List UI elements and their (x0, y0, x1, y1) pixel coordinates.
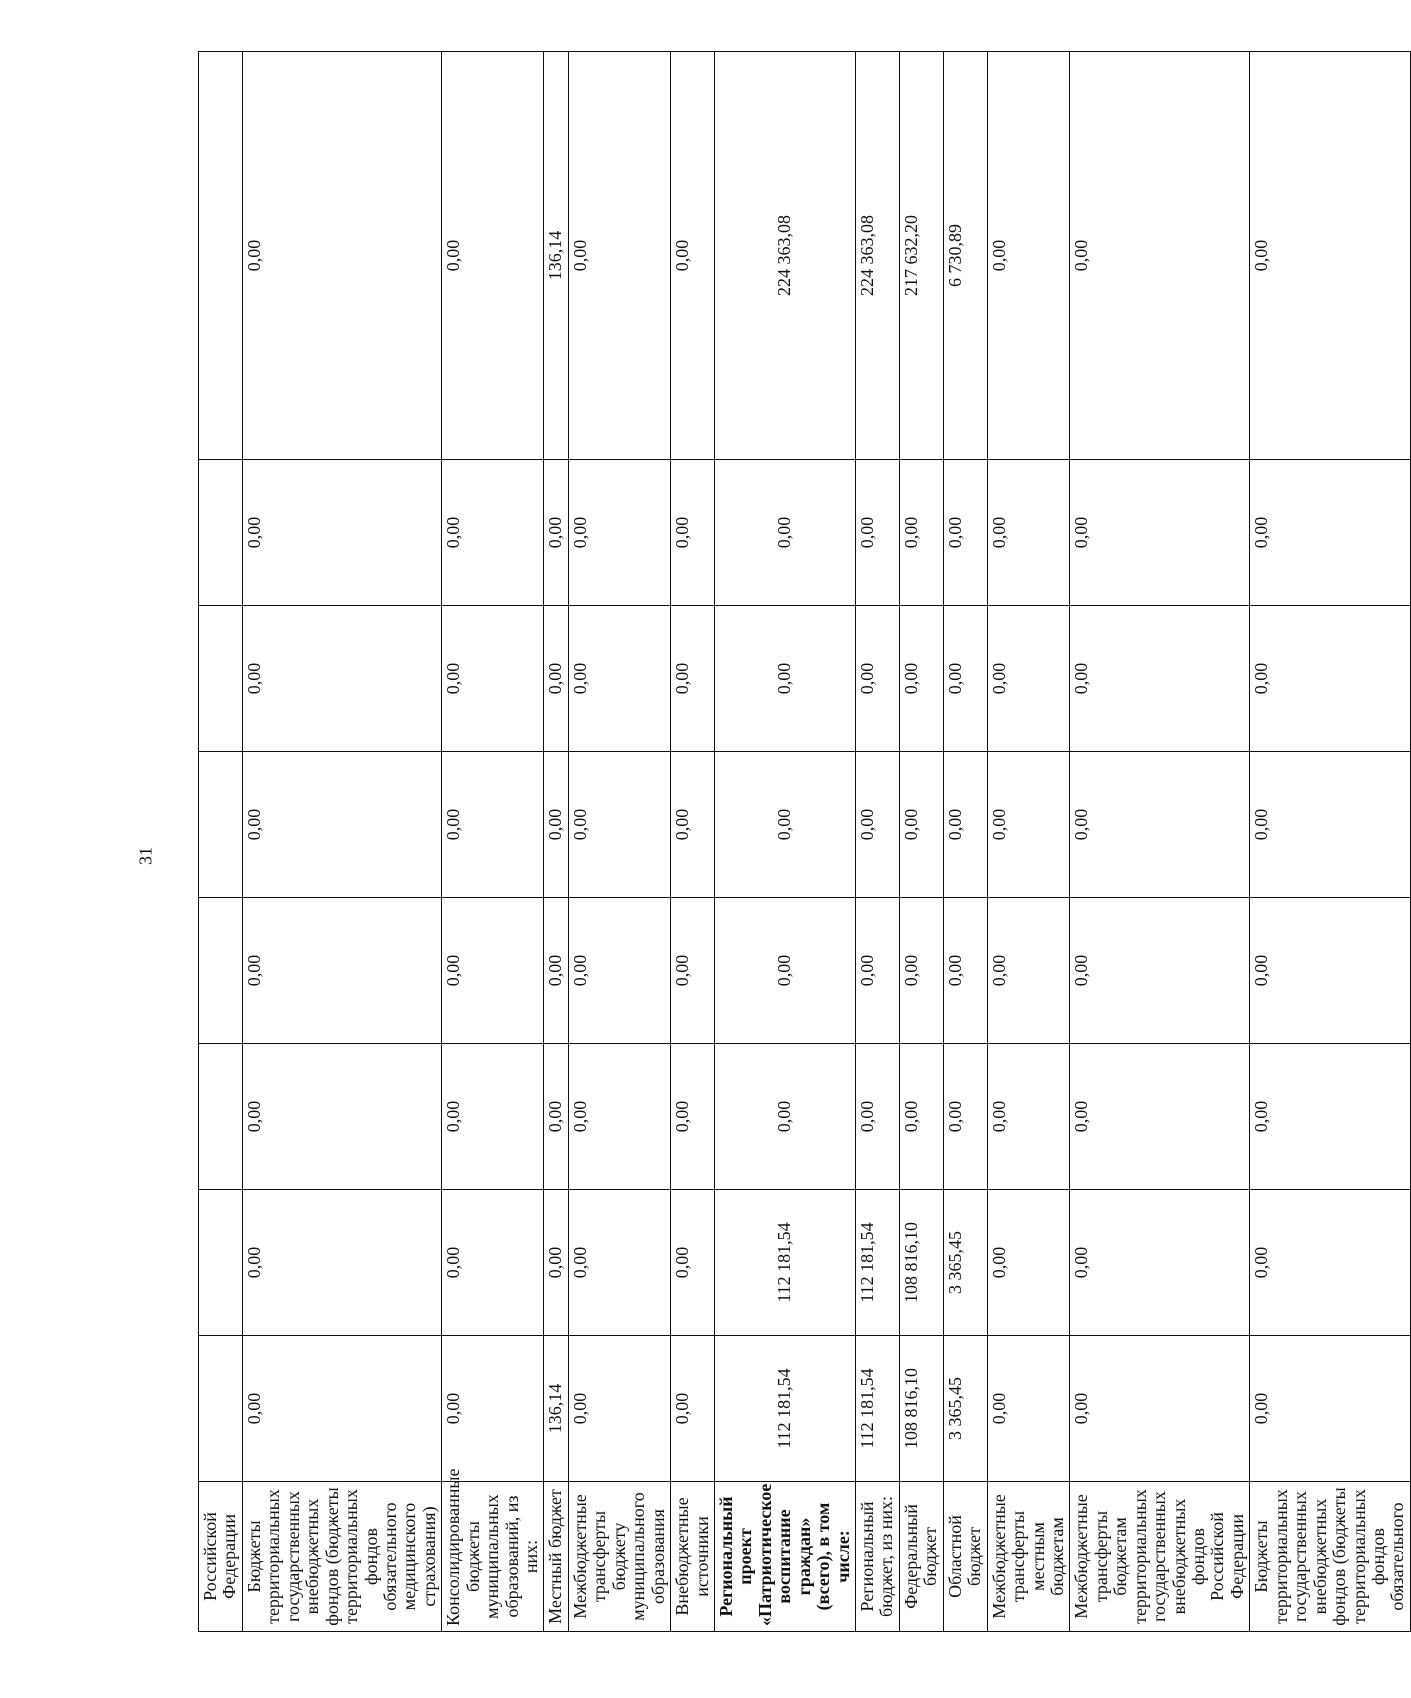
total-cell: 0,00 (568, 52, 670, 460)
value-cell: 112 181,54 (856, 1190, 900, 1336)
table-row (1250, 52, 1411, 1632)
value-cell: 112 181,54 (714, 1190, 855, 1336)
value-cell: 0,00 (714, 898, 855, 1044)
value-cell: 0,00 (242, 898, 441, 1044)
total-cell: 0,00 (987, 52, 1070, 460)
value-cell: 0,00 (544, 460, 568, 606)
value-cell (199, 898, 243, 1044)
row-label: Консолидированные бюджеты муниципальных образований, из них: (442, 1482, 544, 1632)
value-cell: 0,00 (987, 1336, 1070, 1482)
table-row (714, 52, 855, 1632)
value-cell: 0,00 (442, 1044, 544, 1190)
value-cell: 0,00 (1070, 460, 1250, 606)
value-cell: 0,00 (242, 1190, 441, 1336)
value-cell: 0,00 (544, 898, 568, 1044)
value-cell: 112 181,54 (856, 1336, 900, 1482)
value-cell: 0,00 (442, 460, 544, 606)
value-cell: 0,00 (544, 606, 568, 752)
row-label: Межбюджетные трансферты бюджету муниципального образования (568, 1482, 670, 1632)
value-cell: 0,00 (714, 1044, 855, 1190)
value-cell: 0,00 (987, 752, 1070, 898)
table-row (442, 52, 544, 1632)
value-cell: 0,00 (671, 460, 715, 606)
table-row (568, 52, 670, 1632)
value-cell: 0,00 (568, 460, 670, 606)
table-row (671, 52, 715, 1632)
value-cell: 3 365,45 (943, 1336, 987, 1482)
value-cell: 0,00 (671, 898, 715, 1044)
table-row (199, 52, 243, 1632)
table-row (987, 52, 1070, 1632)
row-label: Региональный бюджет, из них: (856, 1482, 900, 1632)
total-cell: 136,14 (544, 52, 568, 460)
value-cell (199, 606, 243, 752)
value-cell: 0,00 (899, 898, 943, 1044)
total-cell: 224 363,08 (856, 52, 900, 460)
row-label: Бюджеты территориальных государственных внебюджетных фондов (бюджеты территориальных фондов обязательного (1250, 1482, 1411, 1632)
value-cell: 0,00 (242, 1336, 441, 1482)
value-cell: 0,00 (943, 1044, 987, 1190)
total-cell: 0,00 (442, 52, 544, 460)
value-cell: 0,00 (1070, 606, 1250, 752)
value-cell: 0,00 (1250, 1044, 1411, 1190)
total-cell: 6 730,89 (943, 52, 987, 460)
value-cell: 0,00 (242, 1044, 441, 1190)
value-cell: 0,00 (442, 1336, 544, 1482)
value-cell: 0,00 (1070, 1044, 1250, 1190)
value-cell: 108 816,10 (899, 1190, 943, 1336)
value-cell: 0,00 (943, 606, 987, 752)
value-cell: 0,00 (987, 460, 1070, 606)
value-cell: 0,00 (671, 1190, 715, 1336)
total-cell: 0,00 (242, 52, 441, 460)
value-cell: 0,00 (987, 1044, 1070, 1190)
value-cell (199, 752, 243, 898)
value-cell: 0,00 (671, 752, 715, 898)
total-cell: 0,00 (671, 52, 715, 460)
budget-table (198, 51, 1411, 1632)
rotated-table-container (198, 52, 1408, 1632)
value-cell: 0,00 (544, 1190, 568, 1336)
row-label: Региональный проект «Патриотическое воспитание граждан» (всего), в том числе: (714, 1482, 855, 1632)
value-cell: 0,00 (1250, 898, 1411, 1044)
value-cell: 0,00 (1070, 752, 1250, 898)
row-label: Российской Федерации (199, 1482, 243, 1632)
budget-table-body (199, 52, 1411, 1632)
value-cell: 136,14 (544, 1336, 568, 1482)
value-cell: 0,00 (568, 752, 670, 898)
value-cell: 0,00 (242, 460, 441, 606)
value-cell: 112 181,54 (714, 1336, 855, 1482)
value-cell: 0,00 (442, 752, 544, 898)
value-cell: 0,00 (1070, 1190, 1250, 1336)
total-cell: 0,00 (1070, 52, 1250, 460)
table-row (856, 52, 900, 1632)
value-cell: 0,00 (856, 752, 900, 898)
value-cell: 0,00 (987, 606, 1070, 752)
table-row (899, 52, 943, 1632)
value-cell: 0,00 (714, 752, 855, 898)
value-cell: 0,00 (242, 752, 441, 898)
value-cell: 0,00 (943, 898, 987, 1044)
value-cell (199, 1336, 243, 1482)
value-cell: 0,00 (568, 1044, 670, 1190)
value-cell: 0,00 (943, 752, 987, 898)
value-cell: 0,00 (442, 606, 544, 752)
total-cell: 217 632,20 (899, 52, 943, 460)
value-cell: 0,00 (671, 1336, 715, 1482)
table-row (242, 52, 441, 1632)
row-label: Межбюджетные трансферты бюджетам территориальных государственных внебюджетных фондов Российской Федерации (1070, 1482, 1250, 1632)
value-cell: 0,00 (568, 606, 670, 752)
value-cell: 0,00 (671, 1044, 715, 1190)
value-cell: 0,00 (1250, 1336, 1411, 1482)
value-cell: 0,00 (1250, 752, 1411, 898)
total-cell: 224 363,08 (714, 52, 855, 460)
value-cell: 0,00 (856, 1044, 900, 1190)
value-cell: 0,00 (899, 1044, 943, 1190)
row-label: Бюджеты территориальных государственных внебюджетных фондов (бюджеты территориальных фондов обязательного медицинского страхования) (242, 1482, 441, 1632)
table-row (544, 52, 568, 1632)
table-row (943, 52, 987, 1632)
value-cell: 0,00 (856, 898, 900, 1044)
value-cell: 0,00 (442, 1190, 544, 1336)
total-cell (199, 52, 243, 460)
value-cell: 0,00 (544, 752, 568, 898)
value-cell: 0,00 (1070, 1336, 1250, 1482)
value-cell: 0,00 (442, 898, 544, 1044)
value-cell: 0,00 (899, 752, 943, 898)
row-label: Местный бюджет (544, 1482, 568, 1632)
value-cell: 0,00 (899, 606, 943, 752)
value-cell: 0,00 (943, 460, 987, 606)
row-label: Федеральный бюджет (899, 1482, 943, 1632)
value-cell: 0,00 (568, 898, 670, 1044)
total-cell: 0,00 (1250, 52, 1411, 460)
value-cell: 3 365,45 (943, 1190, 987, 1336)
value-cell: 0,00 (1250, 460, 1411, 606)
value-cell: 0,00 (714, 606, 855, 752)
value-cell: 0,00 (987, 1190, 1070, 1336)
value-cell: 0,00 (568, 1336, 670, 1482)
page-number: 31 (135, 847, 156, 865)
value-cell: 108 816,10 (899, 1336, 943, 1482)
value-cell: 0,00 (1250, 606, 1411, 752)
row-label: Внебюджетные источники (671, 1482, 715, 1632)
value-cell: 0,00 (242, 606, 441, 752)
value-cell (199, 460, 243, 606)
table-row (1070, 52, 1250, 1632)
value-cell: 0,00 (568, 1190, 670, 1336)
row-label: Межбюджетные трансферты местным бюджетам (987, 1482, 1070, 1632)
value-cell: 0,00 (856, 460, 900, 606)
row-label: Областной бюджет (943, 1482, 987, 1632)
value-cell: 0,00 (671, 606, 715, 752)
value-cell: 0,00 (899, 460, 943, 606)
value-cell (199, 1044, 243, 1190)
value-cell: 0,00 (544, 1044, 568, 1190)
value-cell: 0,00 (1070, 898, 1250, 1044)
value-cell: 0,00 (714, 460, 855, 606)
value-cell: 0,00 (987, 898, 1070, 1044)
value-cell: 0,00 (1250, 1190, 1411, 1336)
value-cell (199, 1190, 243, 1336)
value-cell: 0,00 (856, 606, 900, 752)
